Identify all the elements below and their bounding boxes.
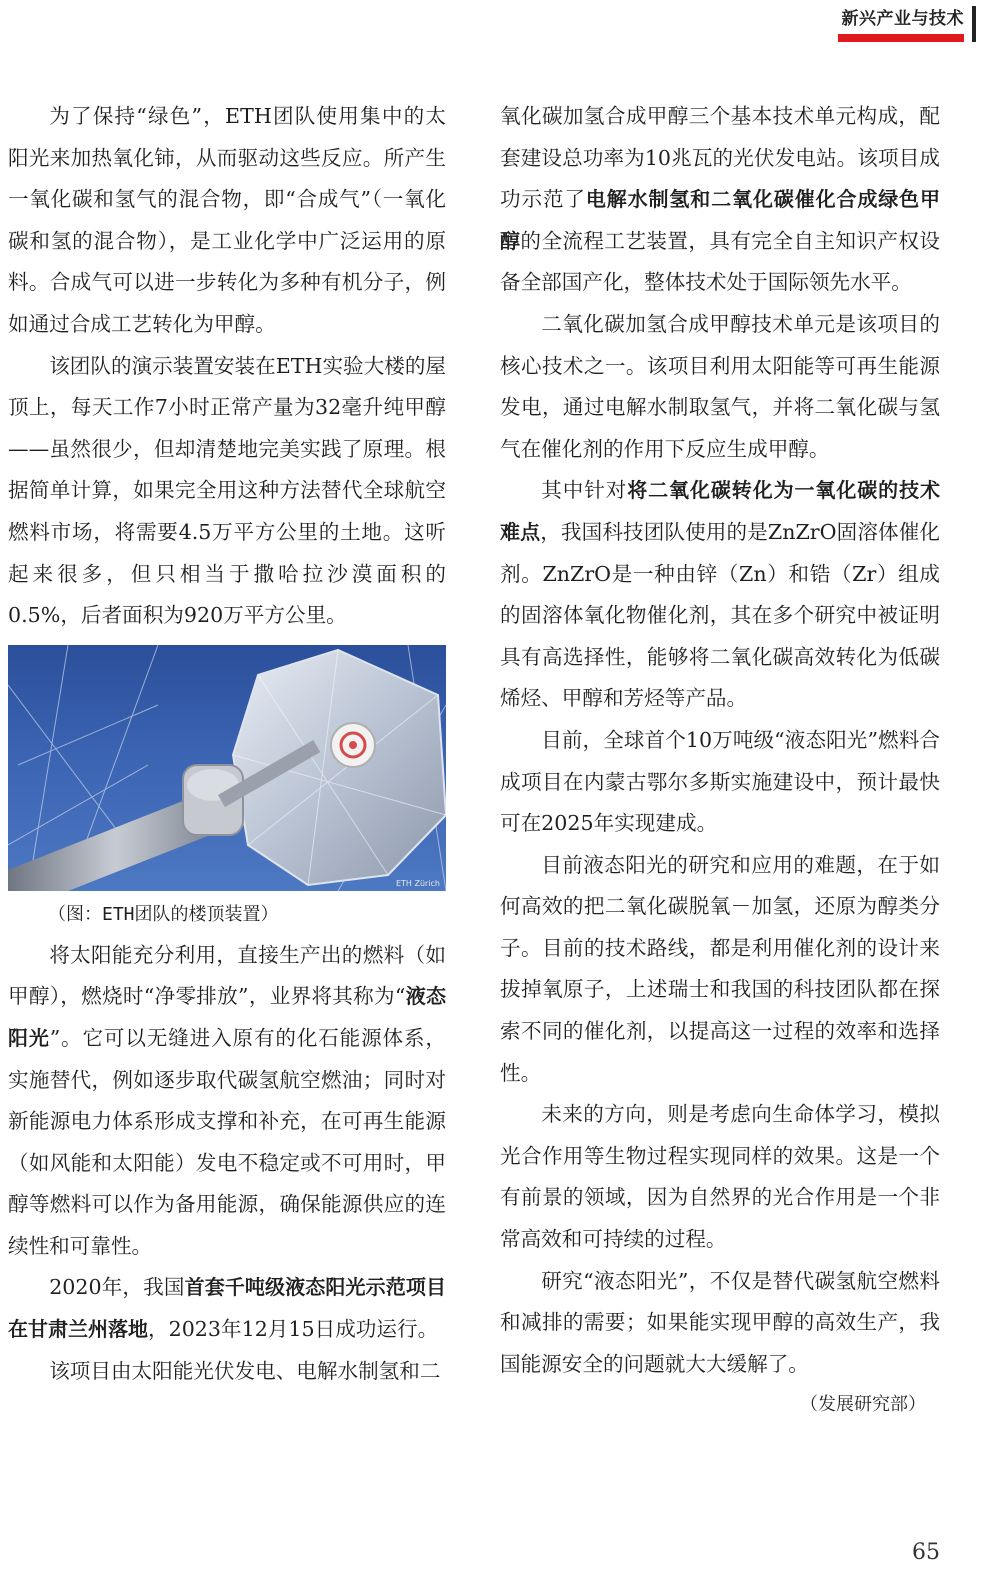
paragraph: 该团队的演示装置安装在ETH实验大楼的屋顶上，每天工作7小时正常产量为32毫升纯甲醇——虽然很少，但却清楚地完美实践了原理。根据简单计算，如果完全用这种方法替代全球航空燃料市场，将需要4.5万平方公里的土地。这听起来很多，但只相当于撒哈拉沙漠面积的0.5%，后者面积为920万平方公里。 <box>8 353 447 628</box>
figure-caption: （图：ETH团队的楼顶装置） <box>48 903 279 925</box>
paragraph: 目前，全球首个10万吨级“液态阳光”燃料合成项目在内蒙古鄂尔多斯实施建设中，预计最快可在2025年实现建成。 <box>500 727 940 836</box>
section-header <box>838 8 964 30</box>
page-number: 65 <box>912 1540 940 1565</box>
header-accent-bar <box>838 34 964 42</box>
highlighted-term: 电解水制氢和二氧化碳催化合成绿色甲醇 <box>500 187 941 253</box>
paragraph: 该项目由太阳能光伏发电、电解水制氢和二 <box>49 1358 441 1383</box>
paragraph: 二氧化碳加氢合成甲醇技术单元是该项目的核心技术之一。该项目利用太阳能等可再生能源发电，通过电解水制取氢气，并将二氧化碳与氢气在催化剂的作用下反应生成甲醇。 <box>500 311 940 461</box>
right-column <box>500 96 940 1425</box>
paragraph: 研究“液态阳光”，不仅是替代碳氢航空燃料和减排的需要；如果能实现甲醇的高效生产，我国能源安全的问题就大大缓解了。 <box>500 1268 940 1376</box>
highlighted-term: 首套千吨级液态阳光示范项目在甘肃兰州落地 <box>8 1275 447 1342</box>
paragraph: 目前液态阳光的研究和应用的难题，在于如何高效的把二氧化碳脱氧－加氢，还原为醇类分子。目前的技术路线，都是利用催化剂的设计来拔掉氧原子，上述瑞士和我国的科技团队都在探索不同的催化剂，以提高这一过程的效率和选择性。 <box>500 852 940 1085</box>
author-signature: （发展研究部） <box>800 1394 926 1416</box>
paragraph: 为了保持“绿色”，ETH团队使用集中的太阳光来加热氧化铈，从而驱动这些反应。所产生一氧化碳和氢气的混合物，即“合成气”（一氧化碳和氢的混合物），是工业化学中广泛运用的原料。合成气可以进一步转化为多种有机分子，例如通过合成工艺转化为甲醇。 <box>8 104 446 336</box>
solar-dish-illustration <box>8 645 446 891</box>
paragraph: 2020年，我国首套千吨级液态阳光示范项目在甘肃兰州落地，2023年12月15日成功运行。 <box>8 1275 447 1342</box>
highlighted-term: 将二氧化碳转化为一氧化碳的技术难点 <box>500 478 941 544</box>
paragraph: 氧化碳加氢合成甲醇三个基本技术单元构成，配套建设总功率为10兆瓦的光伏发电站。该项目成功示范了电解水制氢和二氧化碳催化合成绿色甲醇的全流程工艺装置，具有完全自主知识产权设备全部国产化，整体技术处于国际领先水平。 <box>500 104 941 295</box>
photo-credit: ETH Zürich <box>395 878 440 888</box>
section-title: 新兴产业与技术 <box>841 9 964 29</box>
highlighted-term: 液态阳光 <box>8 984 446 1050</box>
paragraph: 未来的方向，则是考虑向生命体学习，模拟光合作用等生物过程实现同样的效果。这是一个有前景的领域，因为自然界的光合作用是一个非常高效和可持续的过程。 <box>500 1102 940 1252</box>
header-divider <box>972 6 976 42</box>
paragraph: 其中针对将二氧化碳转化为一氧化碳的技术难点，我国科技团队使用的是ZnZrO固溶体催化剂。ZnZrO是一种由锌（Zn）和锆（Zr）组成的固溶体氧化物催化剂，其在多个研究中被证明具有高选择性，能够将二氧化碳高效转化为低碳烯烃、甲醇和芳烃等产品。 <box>500 478 941 711</box>
paragraph: 将太阳能充分利用，直接生产出的燃料（如甲醇），燃烧时“净零排放”，业界将其称为“液态阳光”。它可以无缝进入原有的化石能源体系，实施替代，例如逐步取代碳氢航空燃油；同时对新能源电力体系形成支撑和补充，在可再生能源（如风能和太阳能）发电不稳定或不可用时，甲醇等燃料可以作为备用能源，确保能源供应的连续性和可靠性。 <box>8 942 447 1258</box>
rooftop-device-photo <box>8 645 446 891</box>
left-column <box>8 96 446 1392</box>
